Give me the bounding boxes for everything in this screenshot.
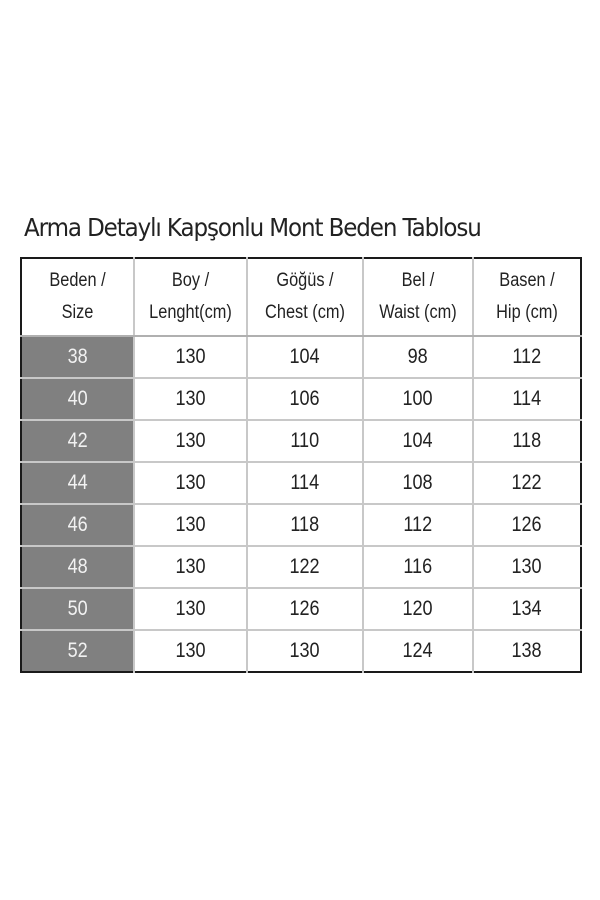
cell-value: 130	[175, 345, 206, 368]
cell-value: 134	[511, 597, 543, 620]
size-cell	[21, 630, 134, 672]
cell-value: 104	[402, 429, 434, 452]
hip-cell	[473, 630, 581, 672]
chest-cell	[247, 420, 363, 462]
size-cell	[21, 504, 134, 546]
header-size	[21, 258, 134, 336]
header-label: Göğüs /	[276, 270, 334, 291]
table-row	[21, 420, 581, 462]
cell-value: 130	[175, 471, 206, 494]
cell-value: 44	[67, 471, 88, 494]
cell-value: 120	[402, 597, 434, 620]
cell-value: 130	[175, 387, 206, 410]
cell-value: 110	[290, 429, 320, 452]
header-hip	[473, 258, 581, 336]
length-cell	[134, 336, 247, 378]
cell-value: 130	[175, 513, 206, 536]
header-label: Chest (cm)	[265, 302, 345, 323]
hip-cell	[473, 546, 581, 588]
table-row	[21, 378, 581, 420]
waist-cell	[363, 462, 473, 504]
length-cell	[134, 462, 247, 504]
cell-value: 130	[511, 555, 543, 578]
size-cell	[21, 588, 134, 630]
chest-cell	[247, 588, 363, 630]
header-label: Boy /	[171, 270, 210, 291]
hip-cell	[473, 504, 581, 546]
size-cell	[21, 462, 134, 504]
cell-value: 114	[290, 471, 320, 494]
cell-value: 50	[67, 597, 88, 620]
cell-value: 52	[67, 639, 88, 662]
size-cell	[21, 378, 134, 420]
cell-value: 126	[289, 597, 321, 620]
cell-value: 124	[402, 639, 434, 662]
length-cell	[134, 420, 247, 462]
length-cell	[134, 588, 247, 630]
length-cell	[134, 504, 247, 546]
cell-value: 42	[67, 429, 88, 452]
header-label: Size	[61, 302, 94, 323]
chest-cell	[247, 630, 363, 672]
chest-cell	[247, 462, 363, 504]
waist-cell	[363, 420, 473, 462]
cell-value: 130	[175, 555, 206, 578]
chest-cell	[247, 378, 363, 420]
table-row	[21, 504, 581, 546]
hip-cell	[473, 420, 581, 462]
cell-value: 106	[289, 387, 321, 410]
chest-cell	[247, 546, 363, 588]
table-row	[21, 546, 581, 588]
waist-cell	[363, 336, 473, 378]
cell-value: 118	[290, 513, 320, 536]
table-header-row	[21, 258, 581, 336]
header-label: Beden /	[49, 270, 106, 291]
waist-cell	[363, 378, 473, 420]
size-cell	[21, 546, 134, 588]
length-cell	[134, 546, 247, 588]
size-chart-table	[20, 257, 582, 673]
cell-value: 38	[67, 345, 88, 368]
waist-cell	[363, 588, 473, 630]
cell-value: 112	[512, 345, 542, 368]
cell-value: 98	[407, 345, 429, 368]
header-label: Bel /	[401, 270, 435, 291]
cell-value: 48	[67, 555, 88, 578]
header-label: Hip (cm)	[496, 302, 558, 323]
size-cell	[21, 420, 134, 462]
length-cell	[134, 630, 247, 672]
cell-value: 112	[403, 513, 433, 536]
hip-cell	[473, 462, 581, 504]
chest-cell	[247, 336, 363, 378]
waist-cell	[363, 504, 473, 546]
cell-value: 138	[511, 639, 543, 662]
table-row	[21, 630, 581, 672]
table-row	[21, 588, 581, 630]
header-label: Lenght(cm)	[149, 302, 232, 323]
cell-value: 130	[175, 429, 206, 452]
header-waist	[363, 258, 473, 336]
hip-cell	[473, 336, 581, 378]
page-title: Arma Detaylı Kapşonlu Mont Beden Tablosu	[24, 213, 481, 242]
length-cell	[134, 378, 247, 420]
waist-cell	[363, 546, 473, 588]
cell-value: 130	[175, 639, 206, 662]
cell-value: 108	[402, 471, 434, 494]
size-cell	[21, 336, 134, 378]
cell-value: 118	[512, 429, 542, 452]
cell-value: 130	[175, 597, 206, 620]
cell-value: 40	[67, 387, 88, 410]
cell-value: 130	[289, 639, 321, 662]
cell-value: 114	[512, 387, 542, 410]
hip-cell	[473, 588, 581, 630]
header-chest	[247, 258, 363, 336]
waist-cell	[363, 630, 473, 672]
header-label: Basen /	[499, 270, 555, 291]
cell-value: 46	[67, 513, 88, 536]
cell-value: 116	[403, 555, 433, 578]
cell-value: 100	[402, 387, 434, 410]
header-length	[134, 258, 247, 336]
hip-cell	[473, 378, 581, 420]
header-label: Waist (cm)	[379, 302, 457, 323]
cell-value: 122	[289, 555, 321, 578]
table-row	[21, 462, 581, 504]
chest-cell	[247, 504, 363, 546]
cell-value: 122	[511, 471, 543, 494]
table-row	[21, 336, 581, 378]
cell-value: 126	[511, 513, 543, 536]
cell-value: 104	[289, 345, 321, 368]
